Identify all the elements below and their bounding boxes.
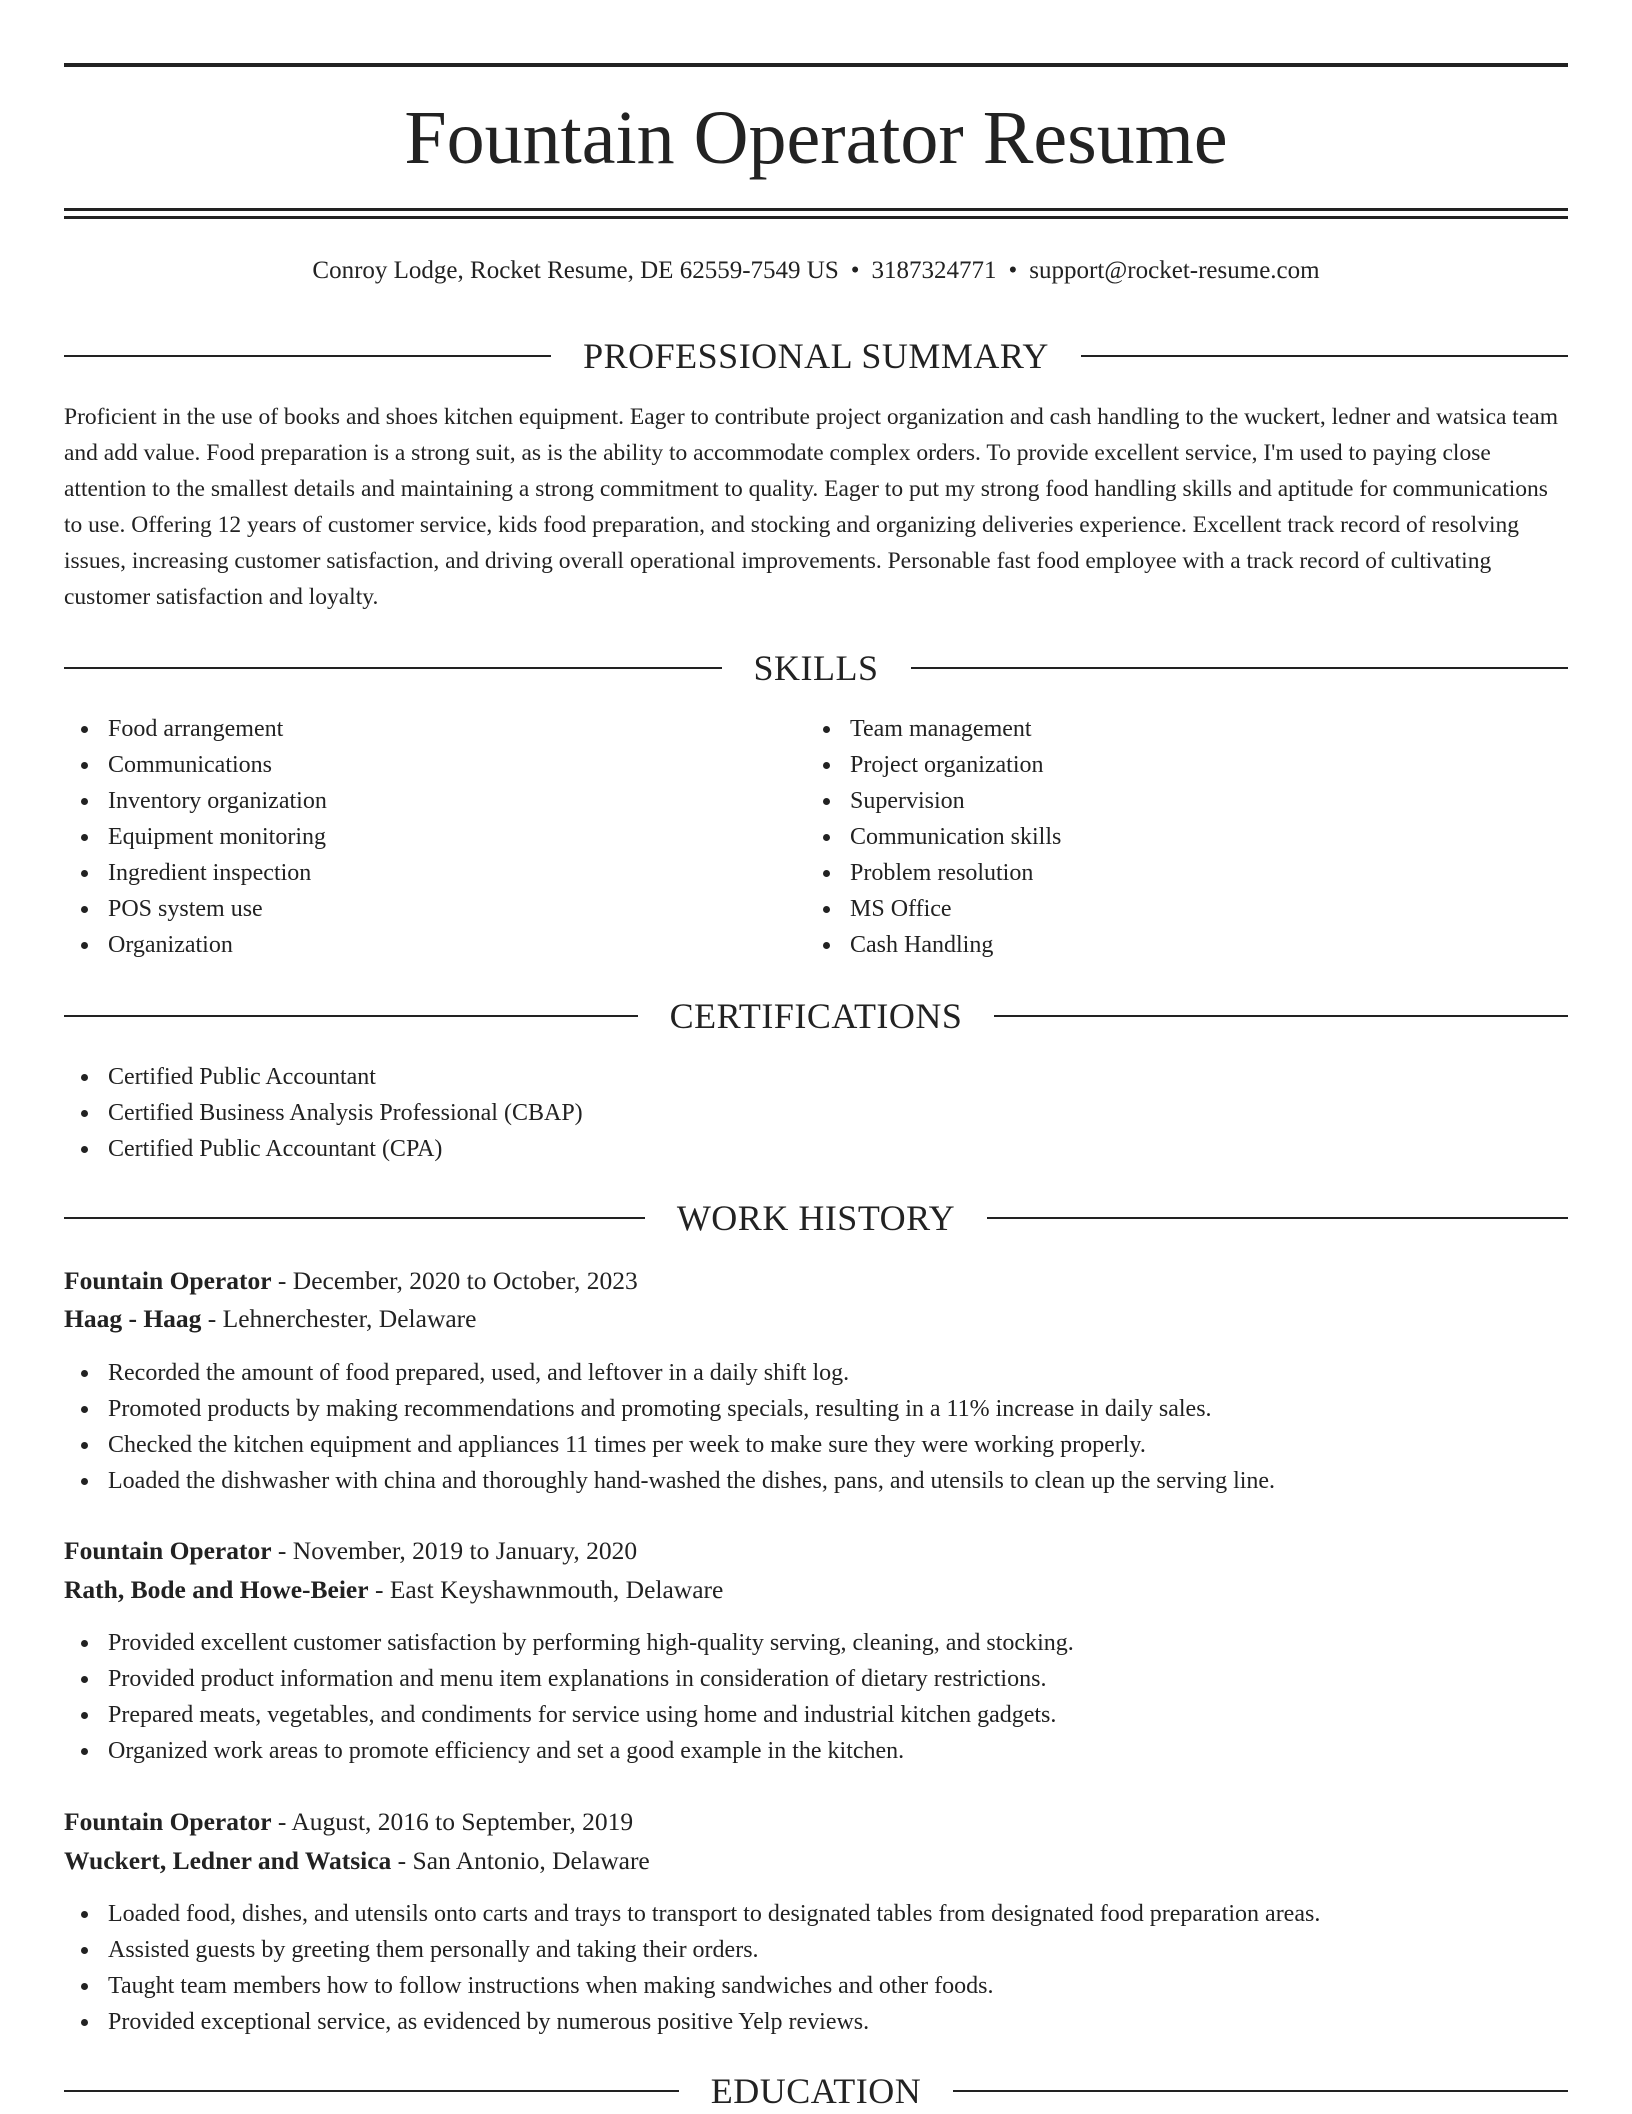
skill-item: Communications — [64, 747, 764, 783]
section-header-skills — [64, 645, 1568, 691]
section-rule-right — [994, 1015, 1568, 1017]
certification-item: Certified Public Accountant — [64, 1059, 1464, 1095]
skills-list-left — [64, 711, 764, 963]
section-header-work-history — [64, 1195, 1568, 1241]
contact-separator: • — [850, 257, 860, 284]
job-bullet: Taught team members how to follow instructions when making sandwiches and other foods. — [64, 1968, 1564, 2004]
skill-item: Project organization — [806, 747, 1506, 783]
job-title: Fountain Operator — [64, 1266, 272, 1295]
section-header-certifications — [64, 993, 1568, 1039]
skill-item: POS system use — [64, 891, 764, 927]
skill-item: Team management — [806, 711, 1506, 747]
section-header-education — [64, 2068, 1568, 2114]
job-bullet: Provided product information and menu item explanations in consideration of dietary restrictions. — [64, 1661, 1564, 1697]
contact-address: Conroy Lodge, Rocket Resume, DE 62559-7549 US — [312, 257, 839, 284]
section-title: SKILLS — [753, 648, 879, 688]
skill-item: Ingredient inspection — [64, 855, 764, 891]
section-rule-left — [64, 667, 722, 669]
job-title: Fountain Operator — [64, 1807, 272, 1836]
job-dates: - November, 2019 to January, 2020 — [271, 1536, 638, 1565]
contact-line — [64, 253, 1568, 289]
section-rule-left — [64, 2090, 679, 2092]
job-bullet: Organized work areas to promote efficiency and set a good example in the kitchen. — [64, 1733, 1564, 1769]
contact-separator: • — [1008, 257, 1018, 284]
section-rule-right — [911, 667, 1569, 669]
job-employer: Wuckert, Ledner and Watsica — [64, 1846, 392, 1875]
skill-item: Supervision — [806, 783, 1506, 819]
job-dates: - August, 2016 to September, 2019 — [271, 1807, 634, 1836]
section-header-summary — [64, 333, 1568, 379]
job-bullets — [64, 1625, 1564, 1769]
job-dates: - December, 2020 to October, 2023 — [271, 1266, 638, 1295]
section-rule-left — [64, 355, 551, 357]
job-title-line — [64, 1532, 637, 1570]
header-top-rule — [64, 63, 1568, 67]
job-title-line — [64, 1803, 633, 1841]
section-rule-right — [953, 2090, 1568, 2092]
job-location: - Lehnerchester, Delaware — [201, 1304, 477, 1333]
skill-item: Equipment monitoring — [64, 819, 764, 855]
certifications-list — [64, 1059, 1464, 1167]
resume-title: Fountain Operator Resume — [404, 96, 1228, 180]
header-double-rule-upper — [64, 208, 1568, 211]
job-location: - East Keyshawnmouth, Delaware — [368, 1575, 724, 1604]
certification-item: Certified Business Analysis Professional (CBAP) — [64, 1095, 1464, 1131]
summary-paragraph: Proficient in the use of books and shoes kitchen equipment. Eager to contribute project organization and cash handling to the wuckert, ledner and watsica team and add value. Food preparation is a strong suit, as is the ability to accommodate complex orders. To provide excellent service, I'm used to paying close attention to the smallest details and maintaining a strong commitment to quality. Eager to put my strong food handling skills and aptitude for communications to use. Offering 12 years of customer service, kids food preparation, and stocking and organizing deliveries experience. Excellent track record of resolving issues, increasing customer satisfaction, and driving overall operational improvements. Personable fast food employee with a track record of cultivating customer satisfaction and loyalty. — [64, 404, 1558, 610]
section-rule-left — [64, 1217, 645, 1219]
skill-item: Problem resolution — [806, 855, 1506, 891]
job-bullet: Provided exceptional service, as evidenced by numerous positive Yelp reviews. — [64, 2004, 1564, 2040]
skills-list-right — [806, 711, 1506, 963]
section-title: EDUCATION — [710, 2071, 922, 2111]
section-rule-right — [987, 1217, 1568, 1219]
job-bullet: Prepared meats, vegetables, and condiments for service using home and industrial kitchen gadgets. — [64, 1697, 1564, 1733]
job-bullet: Loaded the dishwasher with china and thoroughly hand-washed the dishes, pans, and utensils to clean up the serving line. — [64, 1463, 1564, 1499]
section-title: PROFESSIONAL SUMMARY — [583, 336, 1049, 376]
job-employer: Haag - Haag — [64, 1304, 202, 1333]
certification-item: Certified Public Accountant (CPA) — [64, 1131, 1464, 1167]
section-title: CERTIFICATIONS — [669, 996, 963, 1036]
header-double-rule-lower — [64, 216, 1568, 219]
job-bullet: Provided excellent customer satisfaction by performing high-quality serving, cleaning, and stocking. — [64, 1625, 1564, 1661]
section-rule-right — [1081, 355, 1568, 357]
job-employer-line — [64, 1842, 650, 1880]
skill-item: Communication skills — [806, 819, 1506, 855]
job-bullet: Assisted guests by greeting them personally and taking their orders. — [64, 1932, 1564, 1968]
job-bullets — [64, 1896, 1564, 2040]
skill-item: Organization — [64, 927, 764, 963]
job-title: Fountain Operator — [64, 1536, 272, 1565]
section-rule-left — [64, 1015, 638, 1017]
job-employer-line — [64, 1300, 476, 1338]
job-bullets — [64, 1355, 1564, 1499]
section-title: WORK HISTORY — [676, 1198, 956, 1238]
skill-item: Food arrangement — [64, 711, 764, 747]
job-bullet: Loaded food, dishes, and utensils onto carts and trays to transport to designated tables from designated food preparation areas. — [64, 1896, 1564, 1932]
skill-item: Inventory organization — [64, 783, 764, 819]
contact-phone: 3187324771 — [871, 257, 997, 284]
job-title-line — [64, 1262, 638, 1300]
job-bullet: Promoted products by making recommendations and promoting specials, resulting in a 11% increase in daily sales. — [64, 1391, 1564, 1427]
job-employer-line — [64, 1571, 723, 1609]
job-location: - San Antonio, Delaware — [391, 1846, 650, 1875]
job-bullet: Recorded the amount of food prepared, used, and leftover in a daily shift log. — [64, 1355, 1564, 1391]
skill-item: MS Office — [806, 891, 1506, 927]
skill-item: Cash Handling — [806, 927, 1506, 963]
contact-email: support@rocket-resume.com — [1029, 257, 1320, 284]
job-bullet: Checked the kitchen equipment and appliances 11 times per week to make sure they were working properly. — [64, 1427, 1564, 1463]
job-employer: Rath, Bode and Howe-Beier — [64, 1575, 369, 1604]
